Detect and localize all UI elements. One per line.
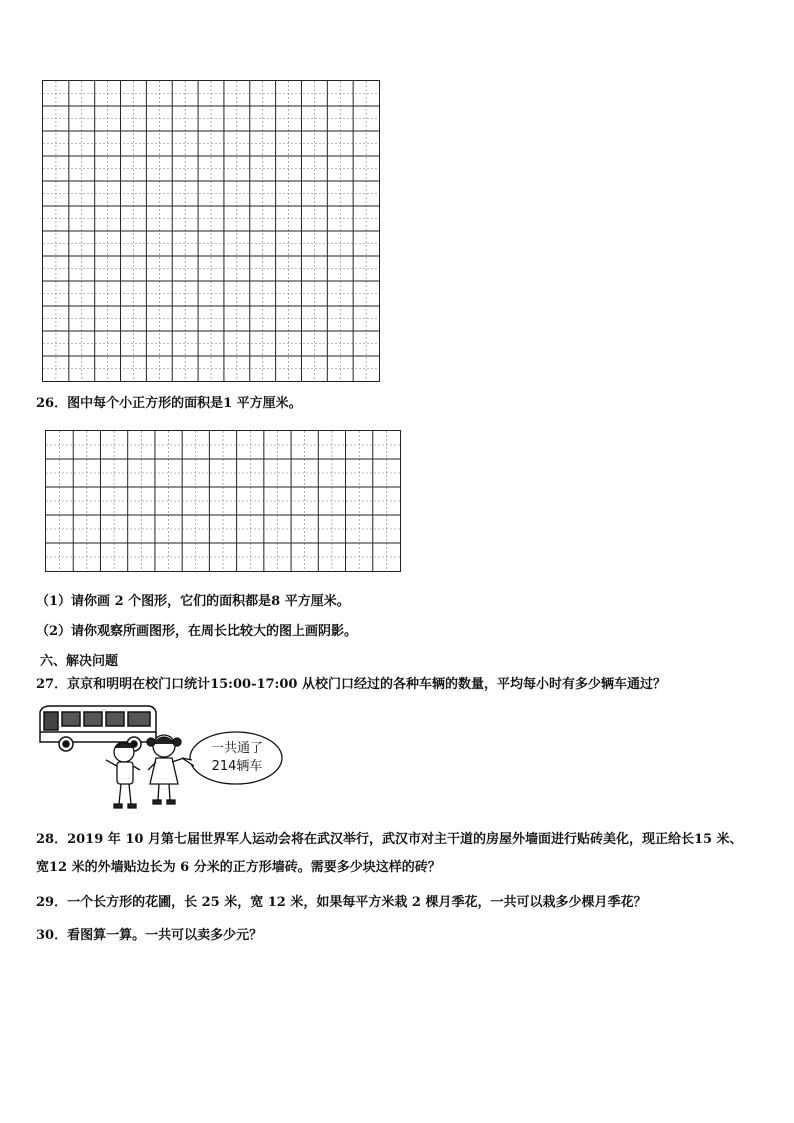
q29-question: 29．一个长方形的花圃，长 25 米，宽 12 米，如果每平方米栽 2 棵月季花，一共可以栽多少棵月季花？ [36, 895, 647, 910]
q26-question: 26．图中每个小正方形的面积是1 平方厘米。 [36, 396, 302, 411]
q26-sub1: （1）请你画 2 个图形，它们的面积都是8 平方厘米。 [36, 594, 350, 609]
girl-figure-icon [147, 735, 184, 804]
q27-illustration [36, 700, 296, 820]
bus-icon [40, 706, 156, 751]
q30-question: 30．看图算一算。一共可以卖多少元？ [36, 928, 263, 943]
q28-line1: 28．2019 年 10 月第七届世界军人运动会将在武汉举行，武汉市对主干道的房屋外墙面进行贴砖美化，现正给长15 米、 [36, 832, 743, 847]
q26-sub2: （2）请你观察所画图形，在周长比较大的图上画阴影。 [36, 624, 358, 639]
q26-grid-svg [46, 431, 400, 571]
top-writing-grid [42, 80, 380, 382]
q27-question: 27．京京和明明在校门口统计15:00-17:00 从校门口经过的各种车辆的数量，平均每小时有多少辆车通过？ [36, 677, 666, 692]
section-title: 六、解决问题 [40, 654, 119, 669]
speech-bubble-line1: 一共通了 [210, 741, 263, 756]
boy-figure-icon [106, 742, 140, 808]
q26-grid [45, 430, 401, 572]
q28-line2: 宽12 米的外墙贴边长为 6 分米的正方形墙砖。需要多少块这样的砖？ [36, 860, 441, 875]
speech-bubble-line2: 214辆车 [211, 759, 263, 774]
top-grid-svg [43, 81, 379, 381]
